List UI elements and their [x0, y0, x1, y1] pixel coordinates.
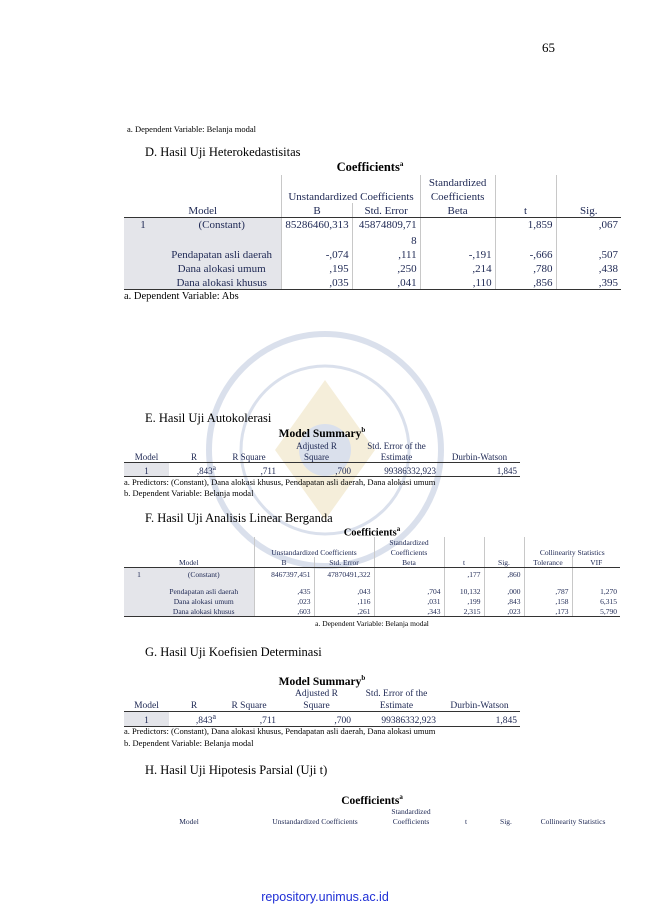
- section-d-heading: D. Hasil Uji Heterokedastisitas: [145, 145, 301, 159]
- coefficients-title-h: Coefficients$^a$: [341, 793, 403, 807]
- footnote-dependent-e: b. Dependent Variable: Belanja modal: [124, 488, 254, 498]
- heteroskedasticity-coefficients-table: Standardized Unstandardized Coefficients Coefficients Model B Std. Error Beta t Sig. 1 (Constant) 85286460,313 45874809,71 1,859 ,067 8 Pendapatan asli daerah -,074 ,111 -,191 -,666 ,507 Dana alokasi umum ,195 ,250 ,214 ,780 ,438 Dana alokasi khusus ,035 ,041 ,110 ,856 ,395: [124, 175, 621, 290]
- header-b: B: [282, 203, 352, 217]
- table-row: 1 ,843$^a$ ,711 ,700 99386332,923 1,845: [124, 462, 520, 476]
- footnote-predictors-e: a. Predictors: (Constant), Dana alokasi khusus, Pendapatan asli daerah, Dana alokasi umum: [124, 477, 436, 487]
- table-row: Dana alokasi khusus ,035 ,041 ,110 ,856 ,395: [124, 275, 621, 289]
- table-row: Dana alokasi umum ,195 ,250 ,214 ,780 ,438: [124, 261, 621, 275]
- footnote-dependent-f: a. Dependent Variable: Belanja modal: [315, 619, 429, 628]
- header-t: t: [495, 203, 556, 217]
- header-coefficients: Coefficients: [420, 189, 495, 203]
- footnote-dependent-g: b. Dependent Variable: Belanja modal: [124, 738, 254, 748]
- model-summary-title-g: Model Summary$^b$: [278, 674, 366, 688]
- autocorrelation-model-summary-table: Adjusted R Std. Error of the Model R R Square Square Estimate Durbin-Watson 1 ,843$^a$ ,711 ,700 99386332,923 1,845: [124, 440, 520, 477]
- header-beta: Beta: [420, 203, 495, 217]
- determination-model-summary-table: Adjusted R Std. Error of the Model R R Square Square Estimate Durbin-Watson 1 ,843$^a$ ,711 ,700 99386332,923 1,845: [124, 687, 520, 727]
- top-dependent-note: a. Dependent Variable: Belanja modal: [127, 124, 256, 134]
- section-e-heading: E. Hasil Uji Autokolerasi: [145, 411, 272, 425]
- table-row: 1 (Constant) 85286460,313 45874809,71 1,859 ,067: [124, 217, 621, 231]
- coefficients-title-f: Coefficients$^a$: [343, 525, 401, 539]
- footnote-predictors-g: a. Predictors: (Constant), Dana alokasi khusus, Pendapatan asli daerah, Dana alokasi umum: [124, 726, 436, 736]
- table-row: Pendapatan asli daerah ,435 ,043 ,704 10,132 ,000 ,787 1,270: [124, 586, 620, 596]
- hypothesis-coefficients-table: Standardized Model Unstandardized Coefficients Coefficients t Sig. Collinearity Statistics: [179, 807, 606, 826]
- section-f-heading: F. Hasil Uji Analisis Linear Berganda: [145, 511, 333, 525]
- header-model: Model: [124, 203, 282, 217]
- section-g-heading: G. Hasil Uji Koefisien Determinasi: [145, 645, 322, 659]
- header-unstandardized: Unstandardized Coefficients: [282, 189, 420, 203]
- header-sig: Sig.: [556, 203, 621, 217]
- section-h-heading: H. Hasil Uji Hipotesis Parsial (Uji t): [145, 763, 328, 777]
- table-row: 1 (Constant) 8467397,451 47870491,322 ,177 ,860: [124, 567, 620, 579]
- coefficients-title-d: Coefficients$^a$: [336, 160, 404, 175]
- table-row: Dana alokasi umum ,023 ,116 ,031 ,199 ,843 ,158 6,315: [124, 596, 620, 606]
- header-standardized: Standardized: [420, 175, 495, 189]
- header-std-error: Std. Error: [352, 203, 420, 217]
- table-row: 1 ,843$^a$ ,711 ,700 99386332,923 1,845: [124, 711, 520, 726]
- repository-footer-link[interactable]: repository.unimus.ac.id: [261, 890, 389, 904]
- model-number: 1: [124, 217, 162, 231]
- model-summary-title-e: Model Summary$^b$: [278, 426, 366, 440]
- regression-coefficients-table: Standardized Unstandardized Coefficients Coefficients Collinearity Statistics Model B Std. Error Beta t Sig. Tolerance VIF 1 (Constant) 8467397,451 47870491,322 ,177 ,860 Pendapatan asli daerah ,435 ,043 ,704 10,132 ,000 ,787 1,270 Dana alokasi umum ,023 ,116 ,031 ,199 ,843 ,158 6,315 Dana alokasi khusus ,603 ,261 ,343 2,315 ,023 ,173 5,790: [124, 537, 620, 617]
- table-row: Dana alokasi khusus ,603 ,261 ,343 2,315 ,023 ,173 5,790: [124, 606, 620, 616]
- page-number: 65: [542, 40, 555, 55]
- footnote-dependent-abs: a. Dependent Variable: Abs: [124, 291, 239, 302]
- table-row: Pendapatan asli daerah -,074 ,111 -,191 -,666 ,507: [124, 247, 621, 261]
